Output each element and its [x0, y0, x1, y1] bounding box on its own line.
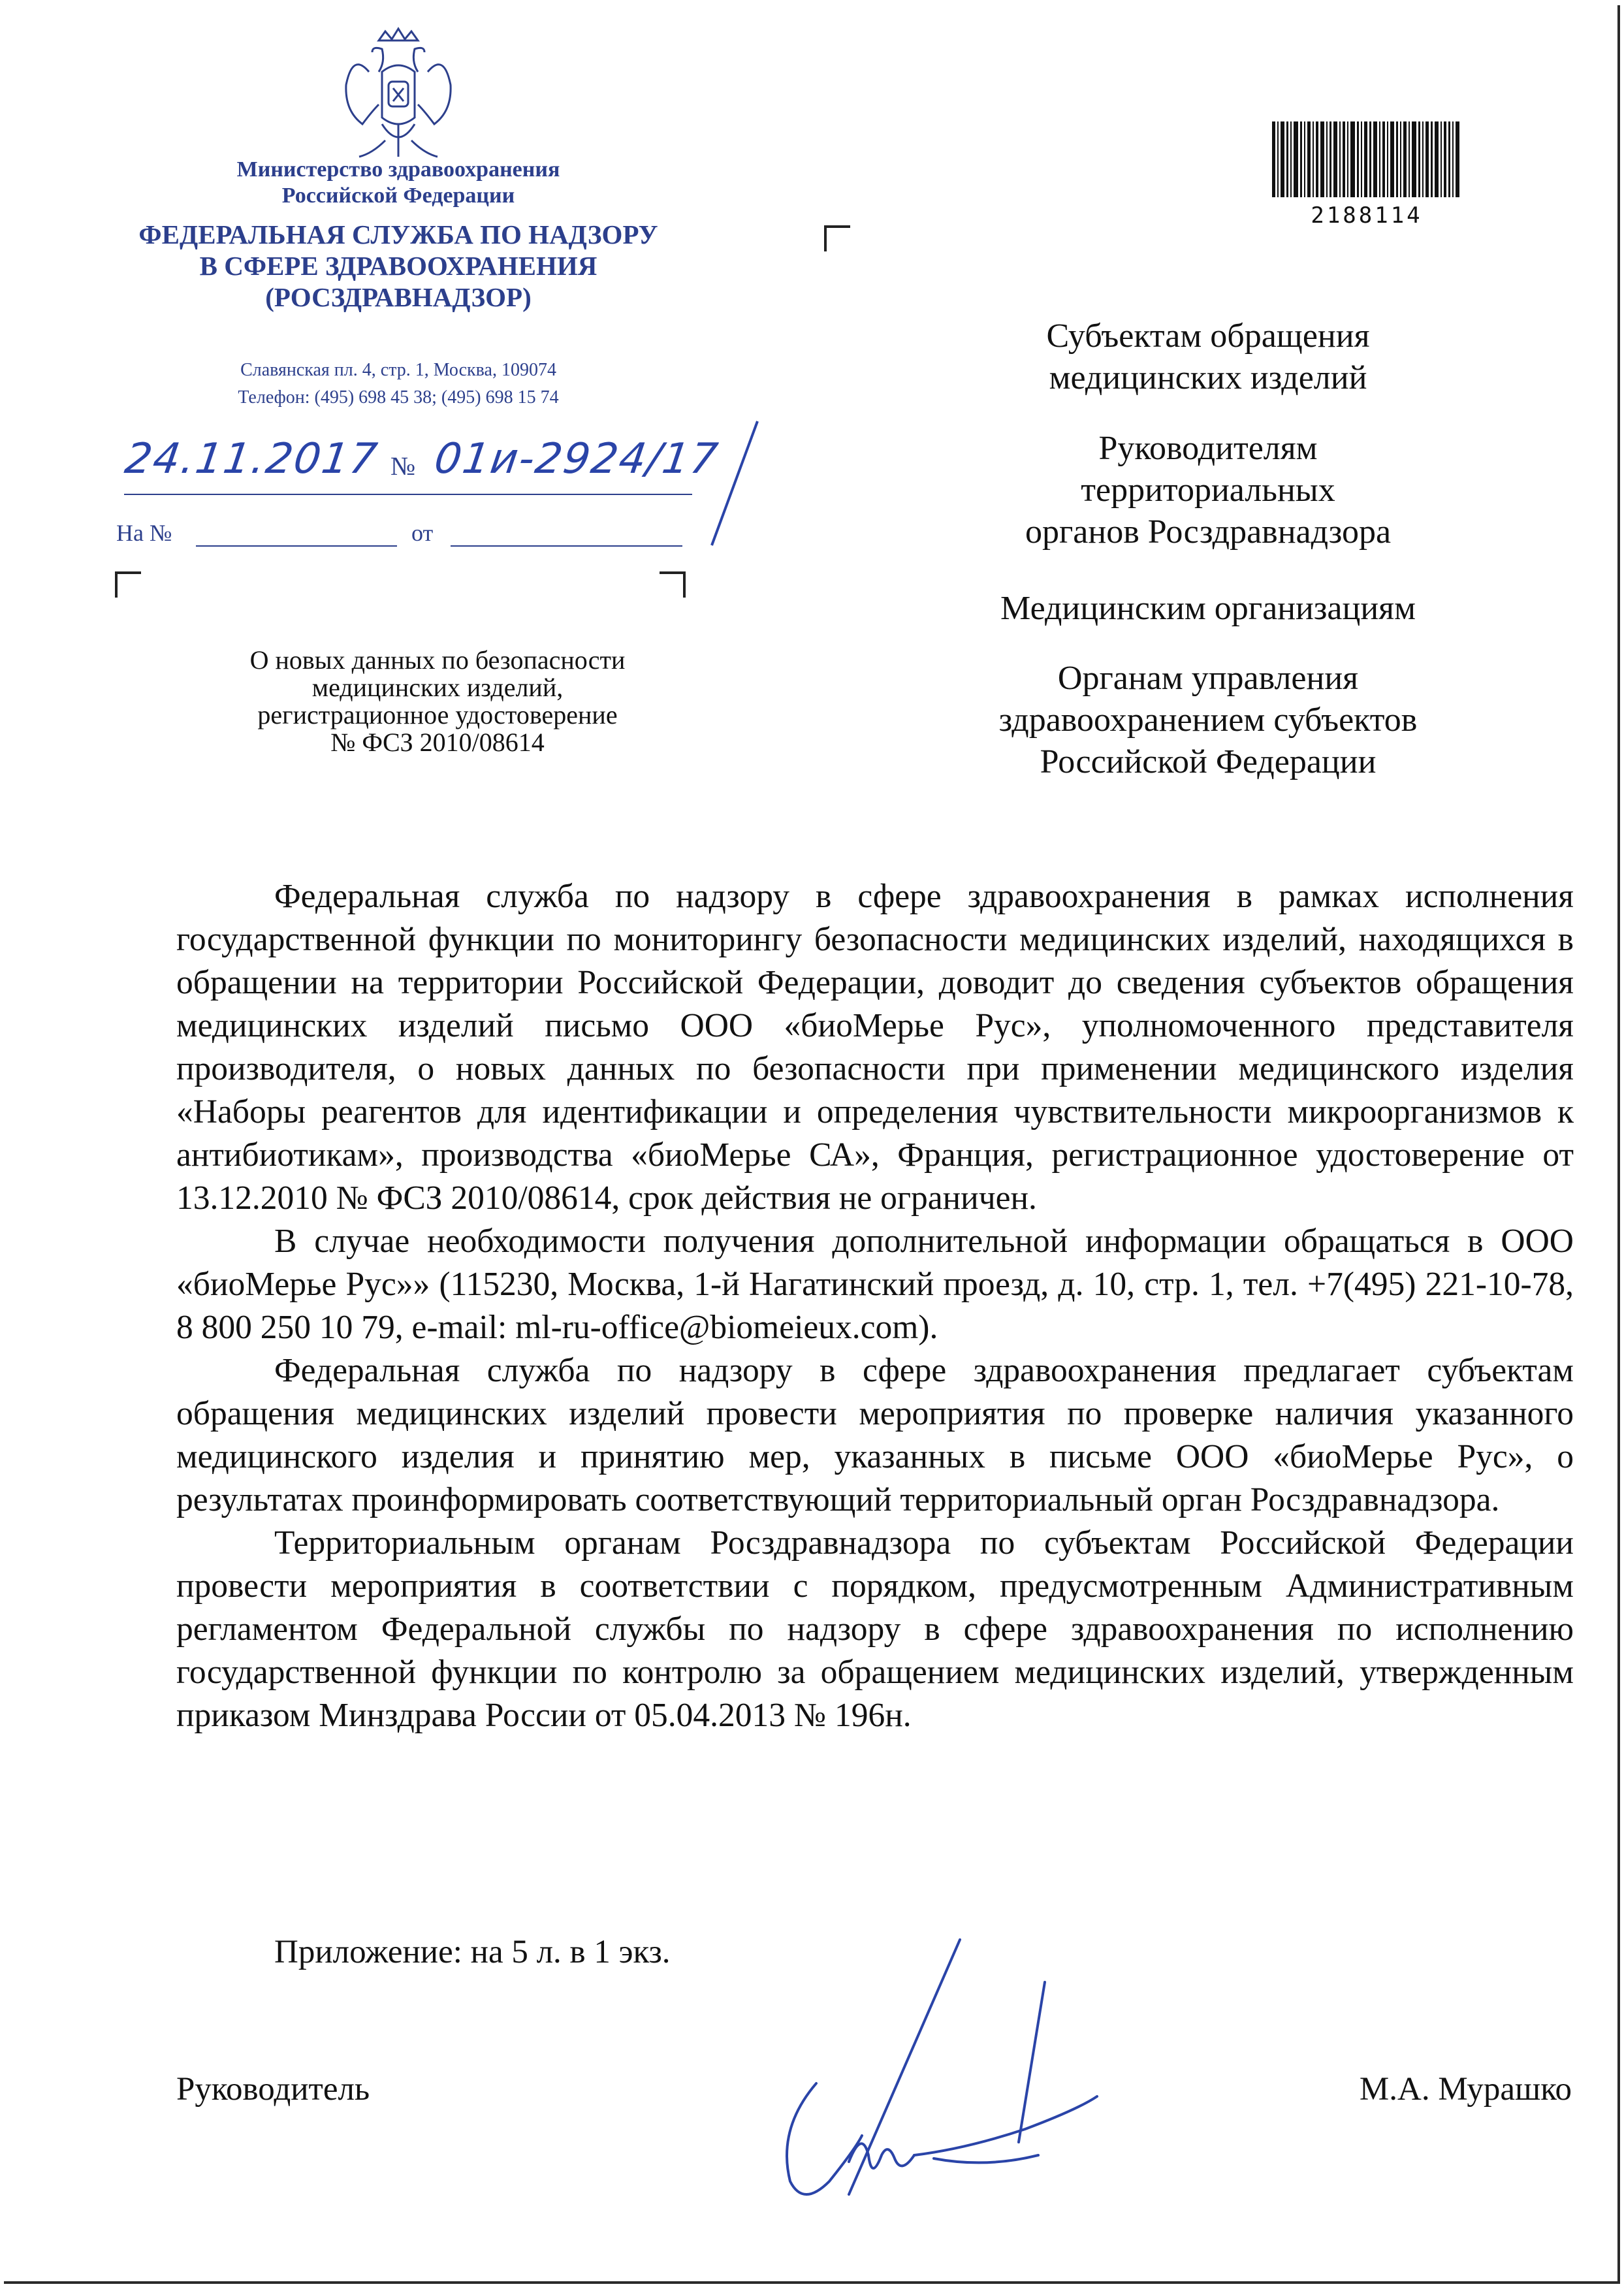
recipient-line: здравоохранением субъектов [998, 701, 1418, 739]
subject-line: медицинских изделий, [311, 673, 564, 702]
recipient-line: Российской Федерации [1040, 743, 1377, 780]
recipient-block [895, 658, 1521, 783]
recipient-block [895, 588, 1521, 630]
attachment-note: Приложение: на 5 л. в 1 экз. [274, 1934, 671, 1970]
address-line: Славянская пл. 4, стр. 1, Москва, 109074 [240, 360, 556, 380]
recipient-line: Органам управления [1057, 660, 1359, 697]
recipient-line: Медицинским организациям [1000, 590, 1416, 627]
ministry-line: Российской Федерации [281, 184, 515, 208]
subject-line: № ФСЗ 2010/08614 [330, 728, 545, 757]
subject-corner-mark [660, 571, 686, 598]
subject-corner-mark [115, 571, 141, 598]
subject-line: О новых данных по безопасности [249, 645, 626, 675]
subject-line: регистрационное удостоверение [257, 700, 618, 730]
incoming-date-label: от [411, 520, 434, 546]
registration-number-label: № [390, 451, 416, 481]
body-paragraph: Федеральная служба по надзору в сфере здравоохранения предлагает субъектам обращения медицинских изделий провести мероприятия по проверке наличия указанного медицинского изделия и принятию мер, указанных в письме ООО «биоМерье Рус», о результатах проинформировать соответствующий территориальный орган Росздравнадзора. [176, 1352, 1574, 1518]
signatory-title: Руководитель [176, 2071, 370, 2108]
recipient-line: органов Росздравнадзора [1025, 513, 1392, 551]
service-line: ФЕДЕРАЛЬНАЯ СЛУЖБА ПО НАДЗОРУ [138, 219, 658, 249]
recipient-line: Руководителям [1098, 430, 1318, 467]
service-line: (РОСЗДРАВНАДЗОР) [265, 282, 532, 312]
ministry-line: Министерство здравоохранения [236, 157, 560, 182]
registration-number: 01и-2924/17 [431, 435, 722, 483]
service-line: В СФЕРЕ ЗДРАВООХРАНЕНИЯ [199, 251, 597, 281]
registration-date: 24.11.2017 [121, 435, 381, 483]
recipient-block [895, 428, 1521, 553]
registration-date-underline [124, 494, 431, 495]
handwritten-slash [705, 418, 764, 549]
recipient-line: Субъектам обращения [1046, 317, 1370, 355]
barcode-icon [1272, 121, 1461, 197]
body-paragraph: В случае необходимости получения дополнительной информации обращаться в ООО «биоМерье Рус»» (115230, Москва, 1-й Нагатинский проезд, д. 10, стр. 1, тел. +7(495) 221-10-78, 8 800 250 10 79, e-mail: ml-ru-office@biomeieux.com). [176, 1223, 1574, 1346]
address-block [137, 357, 660, 411]
recipient-line: медицинских изделий [1049, 359, 1367, 396]
incoming-number-line [196, 545, 397, 547]
registration-number-underline [431, 494, 692, 495]
letter-subject [170, 647, 705, 756]
service-name [137, 219, 660, 313]
ministry-name [137, 157, 660, 209]
coat-of-arms-icon [333, 26, 464, 163]
recipient-block [895, 315, 1521, 399]
address-corner-mark [824, 225, 850, 251]
recipient-line: территориальных [1081, 472, 1335, 509]
incoming-date-line [451, 545, 682, 547]
body-paragraph: Федеральная служба по надзору в сфере здравоохранения в рамках исполнения государственной функции по мониторингу безопасности медицинских изделий, находящихся в обращении на территории Российской Федерации, доводит до сведения субъектов обращения медицинских изделий письмо ООО «биоМерье Рус», уполномоченного представителя производителя, о новых данных по безопасности при применении медицинского изделия «Наборы реагентов для идентификации и определения чувствительности микроорганизмов к антибиотикам», производства «биоМерье СА», Франция, регистрационное удостоверение от 13.12.2010 № ФСЗ 2010/08614, срок действия не ограничен. [176, 878, 1574, 1217]
signatory-name: М.А. Мурашко [1359, 2071, 1572, 2108]
phone-line: Телефон: (495) 698 45 38; (495) 698 15 74 [238, 387, 559, 408]
body-paragraph: Территориальным органам Росздравнадзора по субъектам Российской Федерации провести мероприятия в соответствии с порядком, предусмотренным Административным регламентом Федеральной службы по надзору в сфере здравоохранения по исполнению государственной функции по контролю за обращением медицинских изделий, утвержденным приказом Минздрава России от 05.04.2013 № 196н. [176, 1524, 1574, 1734]
signature-icon [751, 1933, 1143, 2234]
barcode-number: 2188114 [1311, 202, 1423, 229]
letter-body [176, 875, 1574, 1737]
incoming-number-label: На № [116, 520, 172, 546]
